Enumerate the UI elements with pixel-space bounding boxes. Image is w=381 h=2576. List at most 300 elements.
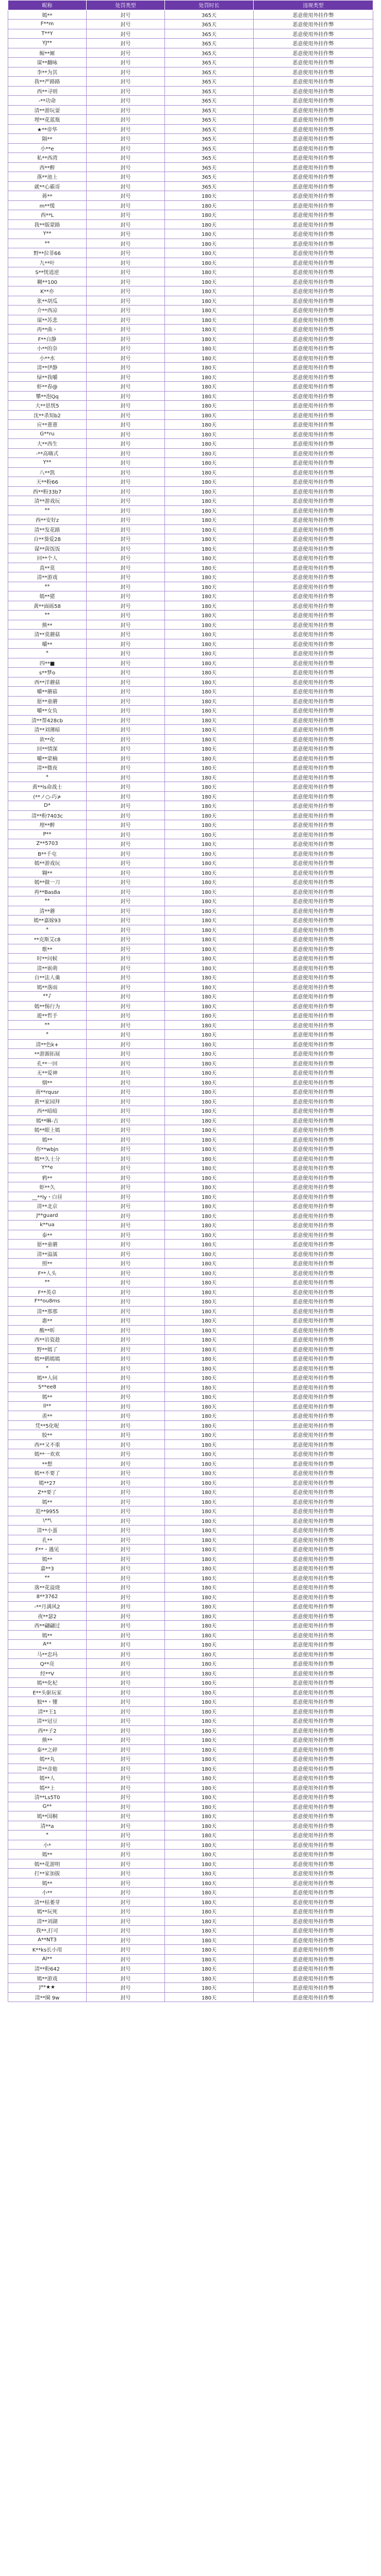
header-nickname: 昵称 bbox=[8, 1, 87, 10]
table-row bbox=[8, 1992, 373, 2002]
penalty-type-cell: 封号 bbox=[87, 105, 165, 115]
penalty-type-cell: 封号 bbox=[87, 1316, 165, 1326]
nickname-cell: s**梦o bbox=[8, 668, 87, 677]
table-row bbox=[8, 849, 373, 858]
table-row bbox=[8, 1725, 373, 1735]
penalty-duration-cell: 180天 bbox=[165, 1201, 254, 1211]
violation-type-cell: 恶意使用外挂作弊 bbox=[254, 1278, 373, 1287]
penalty-duration-cell: 180天 bbox=[165, 1888, 254, 1897]
nickname-cell: 回**情深 bbox=[8, 744, 87, 754]
table-row bbox=[8, 1697, 373, 1707]
penalty-duration-cell: 180天 bbox=[165, 1249, 254, 1259]
nickname-cell: 小* bbox=[8, 1840, 87, 1850]
nickname-cell: J**★★ bbox=[8, 1983, 87, 1993]
penalty-duration-cell: 180天 bbox=[165, 1744, 254, 1754]
table-row bbox=[8, 277, 373, 286]
table-row bbox=[8, 753, 373, 763]
nickname-cell: Al** bbox=[8, 1954, 87, 1964]
penalty-type-cell: 封号 bbox=[87, 1783, 165, 1792]
penalty-type-cell: 封号 bbox=[87, 1744, 165, 1754]
violation-type-cell: 恶意使用外挂作弊 bbox=[254, 29, 373, 39]
nickname-cell: ** bbox=[8, 505, 87, 515]
violation-type-cell: 恶意使用外挂作弊 bbox=[254, 1859, 373, 1869]
violation-type-cell: 恶意使用外挂作弊 bbox=[254, 1106, 373, 1116]
penalty-duration-cell: 180天 bbox=[165, 200, 254, 210]
nickname-cell: 小** bbox=[8, 1888, 87, 1897]
penalty-duration-cell: 180天 bbox=[165, 382, 254, 392]
violation-type-cell: 恶意使用外挂作弊 bbox=[254, 1954, 373, 1964]
table-row bbox=[8, 620, 373, 630]
penalty-duration-cell: 180天 bbox=[165, 372, 254, 382]
penalty-duration-cell: 180天 bbox=[165, 782, 254, 792]
nickname-cell: 嫣** bbox=[8, 1554, 87, 1564]
penalty-duration-cell: 365天 bbox=[165, 96, 254, 106]
nickname-cell: 蒋** bbox=[8, 191, 87, 201]
violation-type-cell: 恶意使用外挂作弊 bbox=[254, 1335, 373, 1345]
penalty-type-cell: 封号 bbox=[87, 39, 165, 48]
penalty-type-cell: 封号 bbox=[87, 791, 165, 801]
penalty-type-cell: 封号 bbox=[87, 1897, 165, 1907]
penalty-duration-cell: 180天 bbox=[165, 1783, 254, 1792]
penalty-type-cell: 封号 bbox=[87, 1802, 165, 1811]
violation-type-cell: 恶意使用外挂作弊 bbox=[254, 1764, 373, 1773]
violation-type-cell: 恶意使用外挂作弊 bbox=[254, 677, 373, 687]
nickname-cell: 清**游戏 bbox=[8, 572, 87, 582]
violation-type-cell: 恶意使用外挂作弊 bbox=[254, 162, 373, 172]
violation-type-cell: 恶意使用外挂作弊 bbox=[254, 925, 373, 935]
penalty-duration-cell: 180天 bbox=[165, 1011, 254, 1021]
violation-type-cell: 恶意使用外挂作弊 bbox=[254, 582, 373, 591]
penalty-type-cell: 封号 bbox=[87, 1125, 165, 1135]
penalty-type-cell: 封号 bbox=[87, 420, 165, 430]
nickname-cell: Z**要了 bbox=[8, 1487, 87, 1497]
nickname-cell: 攀**泡Qq bbox=[8, 391, 87, 401]
penalty-type-cell: 封号 bbox=[87, 458, 165, 468]
violation-type-cell: 恶意使用外挂作弊 bbox=[254, 887, 373, 896]
penalty-duration-cell: 365天 bbox=[165, 153, 254, 163]
table-row bbox=[8, 591, 373, 601]
penalty-type-cell: 封号 bbox=[87, 77, 165, 87]
penalty-type-cell: 封号 bbox=[87, 1201, 165, 1211]
table-row bbox=[8, 105, 373, 115]
table-row bbox=[8, 1392, 373, 1402]
nickname-cell: 嫣** bbox=[8, 10, 87, 20]
penalty-duration-cell: 180天 bbox=[165, 630, 254, 639]
table-row bbox=[8, 467, 373, 477]
penalty-duration-cell: 180天 bbox=[165, 1592, 254, 1602]
penalty-duration-cell: 180天 bbox=[165, 1344, 254, 1354]
penalty-type-cell: 封号 bbox=[87, 58, 165, 67]
penalty-type-cell: 封号 bbox=[87, 611, 165, 620]
table-row bbox=[8, 248, 373, 258]
penalty-duration-cell: 180天 bbox=[165, 1516, 254, 1526]
violation-type-cell: 恶意使用外挂作弊 bbox=[254, 1297, 373, 1307]
table-row bbox=[8, 791, 373, 801]
penalty-duration-cell: 180天 bbox=[165, 1725, 254, 1735]
violation-type-cell: 恶意使用外挂作弊 bbox=[254, 1869, 373, 1878]
penalty-type-cell: 封号 bbox=[87, 353, 165, 363]
penalty-duration-cell: 180天 bbox=[165, 1030, 254, 1040]
nickname-cell: 西**又不重 bbox=[8, 1439, 87, 1449]
penalty-type-cell: 封号 bbox=[87, 1068, 165, 1078]
nickname-cell: 小**的奈 bbox=[8, 344, 87, 353]
violation-type-cell: 恶意使用外挂作弊 bbox=[254, 753, 373, 763]
violation-type-cell: 恶意使用外挂作弊 bbox=[254, 734, 373, 744]
table-row bbox=[8, 1001, 373, 1011]
penalty-type-cell: 封号 bbox=[87, 1087, 165, 1097]
table-row bbox=[8, 572, 373, 582]
violation-type-cell: 恶意使用外挂作弊 bbox=[254, 858, 373, 868]
nickname-cell: G** bbox=[8, 1802, 87, 1811]
penalty-duration-cell: 365天 bbox=[165, 162, 254, 172]
penalty-duration-cell: 365天 bbox=[165, 20, 254, 29]
violation-type-cell: 恶意使用外挂作弊 bbox=[254, 1687, 373, 1697]
table-row bbox=[8, 1573, 373, 1583]
penalty-duration-cell: 180天 bbox=[165, 553, 254, 563]
violation-type-cell: 恶意使用外挂作弊 bbox=[254, 39, 373, 48]
nickname-cell: 沈**杀知b2 bbox=[8, 410, 87, 420]
penalty-duration-cell: 180天 bbox=[165, 277, 254, 286]
penalty-type-cell: 封号 bbox=[87, 1221, 165, 1230]
nickname-cell: E**头驱玩家 bbox=[8, 1687, 87, 1697]
penalty-type-cell: 封号 bbox=[87, 1859, 165, 1869]
table-row bbox=[8, 1640, 373, 1650]
penalty-type-cell: 封号 bbox=[87, 849, 165, 858]
nickname-cell: 四**■ bbox=[8, 658, 87, 668]
violation-type-cell: 恶意使用外挂作弊 bbox=[254, 20, 373, 29]
penalty-duration-cell: 180天 bbox=[165, 715, 254, 725]
penalty-type-cell: 封号 bbox=[87, 753, 165, 763]
violation-type-cell: 恶意使用外挂作弊 bbox=[254, 916, 373, 925]
penalty-duration-cell: 180天 bbox=[165, 1506, 254, 1516]
violation-type-cell: 恶意使用外挂作弊 bbox=[254, 105, 373, 115]
violation-type-cell: 恶意使用外挂作弊 bbox=[254, 611, 373, 620]
penalty-duration-cell: 180天 bbox=[165, 1154, 254, 1163]
penalty-duration-cell: 180天 bbox=[165, 1554, 254, 1564]
violation-type-cell: 恶意使用外挂作弊 bbox=[254, 448, 373, 458]
penalty-duration-cell: 180天 bbox=[165, 1373, 254, 1383]
violation-type-cell: 恶意使用外挂作弊 bbox=[254, 1926, 373, 1936]
penalty-type-cell: 封号 bbox=[87, 1401, 165, 1411]
nickname-cell: 嫣**惕行为 bbox=[8, 1001, 87, 1011]
violation-type-cell: 恶意使用外挂作弊 bbox=[254, 1983, 373, 1993]
violation-type-cell: 恶意使用外挂作弊 bbox=[254, 649, 373, 658]
penalty-type-cell: 封号 bbox=[87, 10, 165, 20]
table-row bbox=[8, 1201, 373, 1211]
table-row bbox=[8, 1487, 373, 1497]
nickname-cell: 清**枯萎芽 bbox=[8, 1897, 87, 1907]
violation-type-cell: 恶意使用外挂作弊 bbox=[254, 1564, 373, 1573]
table-row bbox=[8, 1039, 373, 1049]
penalty-type-cell: 封号 bbox=[87, 896, 165, 906]
penalty-type-cell: 封号 bbox=[87, 143, 165, 153]
nickname-cell: J**guard bbox=[8, 1211, 87, 1221]
table-row bbox=[8, 258, 373, 267]
nickname-cell: 自**法人羹 bbox=[8, 973, 87, 982]
nickname-cell: 嘉**3 bbox=[8, 1564, 87, 1573]
table-row bbox=[8, 1049, 373, 1059]
penalty-type-cell: 封号 bbox=[87, 1916, 165, 1926]
violation-type-cell: 恶意使用外挂作弊 bbox=[254, 1792, 373, 1802]
table-row bbox=[8, 906, 373, 916]
penalty-type-cell: 封号 bbox=[87, 229, 165, 239]
penalty-type-cell: 封号 bbox=[87, 1154, 165, 1163]
violation-type-cell: 恶意使用外挂作弊 bbox=[254, 992, 373, 1002]
table-row bbox=[8, 134, 373, 144]
table-row bbox=[8, 563, 373, 572]
violation-type-cell: 恶意使用外挂作弊 bbox=[254, 1735, 373, 1745]
table-row bbox=[8, 1144, 373, 1154]
penalty-type-cell: 封号 bbox=[87, 1144, 165, 1154]
penalty-duration-cell: 180天 bbox=[165, 1564, 254, 1573]
table-row bbox=[8, 1297, 373, 1307]
penalty-duration-cell: 180天 bbox=[165, 696, 254, 706]
nickname-cell: 嫣** bbox=[8, 1134, 87, 1144]
penalty-type-cell: 封号 bbox=[87, 391, 165, 401]
table-row bbox=[8, 1706, 373, 1716]
violation-type-cell: 恶意使用外挂作弊 bbox=[254, 639, 373, 649]
nickname-cell: 李**为其 bbox=[8, 67, 87, 77]
penalty-type-cell: 封号 bbox=[87, 296, 165, 306]
penalty-type-cell: 封号 bbox=[87, 582, 165, 591]
table-row bbox=[8, 1744, 373, 1754]
penalty-duration-cell: 180天 bbox=[165, 1754, 254, 1764]
nickname-cell: Q**亮 bbox=[8, 1659, 87, 1669]
violation-type-cell: 恶意使用外挂作弊 bbox=[254, 896, 373, 906]
penalty-type-cell: 封号 bbox=[87, 1392, 165, 1402]
nickname-cell: 张**胡瓜 bbox=[8, 296, 87, 306]
penalty-duration-cell: 365天 bbox=[165, 29, 254, 39]
table-row bbox=[8, 1106, 373, 1116]
penalty-duration-cell: 180天 bbox=[165, 1583, 254, 1592]
violation-type-cell: 恶意使用外挂作弊 bbox=[254, 1831, 373, 1840]
penalty-type-cell: 封号 bbox=[87, 1506, 165, 1516]
violation-type-cell: 恶意使用外挂作弊 bbox=[254, 48, 373, 58]
penalty-type-cell: 封号 bbox=[87, 935, 165, 944]
penalty-type-cell: 封号 bbox=[87, 1926, 165, 1936]
violation-type-cell: 恶意使用外挂作弊 bbox=[254, 524, 373, 534]
violation-type-cell: 恶意使用外挂作弊 bbox=[254, 1125, 373, 1135]
nickname-cell: 清**Ls5T0 bbox=[8, 1792, 87, 1802]
violation-type-cell: 恶意使用外挂作弊 bbox=[254, 658, 373, 668]
table-row bbox=[8, 1459, 373, 1468]
table-row bbox=[8, 1678, 373, 1688]
table-row bbox=[8, 935, 373, 944]
violation-type-cell: 恶意使用外挂作弊 bbox=[254, 1240, 373, 1249]
penalty-duration-cell: 180天 bbox=[165, 1068, 254, 1078]
table-row bbox=[8, 29, 373, 39]
penalty-type-cell: 封号 bbox=[87, 239, 165, 248]
nickname-cell: 欲**化 bbox=[8, 734, 87, 744]
nickname-cell: 清**刘湖 bbox=[8, 1916, 87, 1926]
table-row bbox=[8, 391, 373, 401]
penalty-duration-cell: 180天 bbox=[165, 1468, 254, 1478]
table-row bbox=[8, 630, 373, 639]
penalty-type-cell: 封号 bbox=[87, 839, 165, 849]
nickname-cell: 嫣**上 bbox=[8, 1783, 87, 1792]
penalty-type-cell: 封号 bbox=[87, 1058, 165, 1068]
penalty-type-cell: 封号 bbox=[87, 868, 165, 877]
penalty-type-cell: 封号 bbox=[87, 1697, 165, 1707]
violation-type-cell: 恶意使用外挂作弊 bbox=[254, 1230, 373, 1240]
table-row bbox=[8, 1077, 373, 1087]
penalty-type-cell: 封号 bbox=[87, 1163, 165, 1173]
table-row bbox=[8, 372, 373, 382]
table-row bbox=[8, 1439, 373, 1449]
penalty-type-cell: 封号 bbox=[87, 1545, 165, 1554]
penalty-duration-cell: 180天 bbox=[165, 753, 254, 763]
table-row bbox=[8, 582, 373, 591]
violation-type-cell: 恶意使用外挂作弊 bbox=[254, 505, 373, 515]
nickname-cell: 泰** bbox=[8, 1230, 87, 1240]
nickname-cell: **游源拓展 bbox=[8, 1049, 87, 1059]
nickname-cell: ll** bbox=[8, 1401, 87, 1411]
violation-type-cell: 恶意使用外挂作弊 bbox=[254, 1878, 373, 1888]
penalty-duration-cell: 180天 bbox=[165, 1878, 254, 1888]
violation-type-cell: 恶意使用外挂作弊 bbox=[254, 982, 373, 992]
violation-type-cell: 恶意使用外挂作弊 bbox=[254, 219, 373, 229]
table-row bbox=[8, 668, 373, 677]
penalty-duration-cell: 180天 bbox=[165, 658, 254, 668]
nickname-cell: 我**严路路 bbox=[8, 77, 87, 87]
penalty-duration-cell: 180天 bbox=[165, 1811, 254, 1821]
nickname-cell: 野**拉菲66 bbox=[8, 248, 87, 258]
violation-type-cell: 恶意使用外挂作弊 bbox=[254, 744, 373, 754]
table-row bbox=[8, 524, 373, 534]
violation-type-cell: 恶意使用外挂作弊 bbox=[254, 1173, 373, 1182]
penalty-type-cell: 封号 bbox=[87, 572, 165, 582]
penalty-type-cell: 封号 bbox=[87, 1382, 165, 1392]
table-row bbox=[8, 877, 373, 887]
violation-type-cell: 恶意使用外挂作弊 bbox=[254, 1621, 373, 1631]
violation-type-cell: 恶意使用外挂作弊 bbox=[254, 1602, 373, 1612]
table-row bbox=[8, 649, 373, 658]
penalty-type-cell: 封号 bbox=[87, 782, 165, 792]
nickname-cell: 嫣**嘉嫁93 bbox=[8, 916, 87, 925]
nickname-cell: 照** bbox=[8, 1259, 87, 1268]
violation-type-cell: 恶意使用外挂作弊 bbox=[254, 1115, 373, 1125]
violation-type-cell: 恶意使用外挂作弊 bbox=[254, 1916, 373, 1926]
violation-type-cell: 恶意使用外挂作弊 bbox=[254, 77, 373, 87]
nickname-cell: 介**西凉 bbox=[8, 306, 87, 315]
penalty-type-cell: 封号 bbox=[87, 1306, 165, 1316]
table-row bbox=[8, 992, 373, 1002]
penalty-type-cell: 封号 bbox=[87, 1716, 165, 1726]
penalty-type-cell: 封号 bbox=[87, 1983, 165, 1993]
nickname-cell: 嫣**落雨 bbox=[8, 982, 87, 992]
nickname-cell: F**m bbox=[8, 20, 87, 29]
violation-type-cell: 恶意使用外挂作弊 bbox=[254, 67, 373, 77]
penalty-duration-cell: 180天 bbox=[165, 1278, 254, 1287]
table-row bbox=[8, 677, 373, 687]
penalty-duration-cell: 180天 bbox=[165, 1392, 254, 1402]
penalty-type-cell: 封号 bbox=[87, 477, 165, 487]
penalty-duration-cell: 180天 bbox=[165, 467, 254, 477]
nickname-cell: 泰**之碎 bbox=[8, 1744, 87, 1754]
penalty-duration-cell: 180天 bbox=[165, 1992, 254, 2002]
penalty-type-cell: 封号 bbox=[87, 1564, 165, 1573]
penalty-type-cell: 封号 bbox=[87, 1211, 165, 1221]
table-row bbox=[8, 772, 373, 782]
table-row bbox=[8, 1287, 373, 1297]
penalty-duration-cell: 180天 bbox=[165, 1859, 254, 1869]
penalty-duration-cell: 180天 bbox=[165, 1526, 254, 1535]
nickname-cell: 西**子2 bbox=[8, 1725, 87, 1735]
table-row bbox=[8, 1649, 373, 1659]
violation-type-cell: 恶意使用外挂作弊 bbox=[254, 143, 373, 153]
penalty-type-cell: 封号 bbox=[87, 334, 165, 344]
penalty-duration-cell: 180天 bbox=[165, 1602, 254, 1612]
nickname-cell: 翱** bbox=[8, 868, 87, 877]
violation-type-cell: 恶意使用外挂作弊 bbox=[254, 267, 373, 277]
penalty-type-cell: 封号 bbox=[87, 48, 165, 58]
violation-type-cell: 恶意使用外挂作弊 bbox=[254, 630, 373, 639]
violation-type-cell: 恶意使用外挂作弊 bbox=[254, 935, 373, 944]
penalty-duration-cell: 180天 bbox=[165, 448, 254, 458]
nickname-cell: 清**嵌萌 bbox=[8, 963, 87, 973]
penalty-duration-cell: 180天 bbox=[165, 258, 254, 267]
table-row bbox=[8, 982, 373, 992]
violation-type-cell: 恶意使用外挂作弊 bbox=[254, 1154, 373, 1163]
violation-type-cell: 恶意使用外挂作弊 bbox=[254, 420, 373, 430]
violation-type-cell: 恶意使用外挂作弊 bbox=[254, 1802, 373, 1811]
violation-type-cell: 恶意使用外挂作弊 bbox=[254, 1392, 373, 1402]
nickname-cell: 再**Bas8a bbox=[8, 887, 87, 896]
violation-type-cell: 恶意使用外挂作弊 bbox=[254, 1706, 373, 1716]
table-row bbox=[8, 544, 373, 553]
table-body bbox=[8, 10, 373, 2002]
penalty-duration-cell: 180天 bbox=[165, 1764, 254, 1773]
table-row bbox=[8, 944, 373, 954]
violation-type-cell: 恶意使用外挂作弊 bbox=[254, 191, 373, 201]
table-row bbox=[8, 1888, 373, 1897]
table-row bbox=[8, 706, 373, 716]
violation-type-cell: 恶意使用外挂作弊 bbox=[254, 1058, 373, 1068]
penalty-duration-cell: 180天 bbox=[165, 515, 254, 525]
nickname-cell: 黄**ls命战士 bbox=[8, 782, 87, 792]
penalty-type-cell: 封号 bbox=[87, 1411, 165, 1421]
nickname-cell: Y** bbox=[8, 458, 87, 468]
penalty-type-cell: 封号 bbox=[87, 344, 165, 353]
table-row bbox=[8, 916, 373, 925]
violation-type-cell: 恶意使用外挂作弊 bbox=[254, 763, 373, 773]
nickname-cell: 烟** bbox=[8, 1077, 87, 1087]
violation-type-cell: 恶意使用外挂作弊 bbox=[254, 1201, 373, 1211]
nickname-cell: 清**微夜 bbox=[8, 763, 87, 773]
violation-type-cell: 恶意使用外挂作弊 bbox=[254, 1039, 373, 1049]
violation-type-cell: 恶意使用外挂作弊 bbox=[254, 1716, 373, 1726]
nickname-cell: 埋**醉 bbox=[8, 820, 87, 830]
table-row bbox=[8, 1630, 373, 1640]
penalty-type-cell: 封号 bbox=[87, 658, 165, 668]
penalty-type-cell: 封号 bbox=[87, 248, 165, 258]
penalty-duration-cell: 180天 bbox=[165, 868, 254, 877]
penalty-duration-cell: 180天 bbox=[165, 1545, 254, 1554]
nickname-cell: 胶** bbox=[8, 1430, 87, 1440]
penalty-duration-cell: 180天 bbox=[165, 1869, 254, 1878]
penalty-duration-cell: 365天 bbox=[165, 172, 254, 182]
penalty-type-cell: 封号 bbox=[87, 210, 165, 220]
penalty-type-cell: 封号 bbox=[87, 973, 165, 982]
violation-type-cell: 恶意使用外挂作弊 bbox=[254, 134, 373, 144]
violation-type-cell: 恶意使用外挂作弊 bbox=[254, 1888, 373, 1897]
penalty-duration-cell: 180天 bbox=[165, 1020, 254, 1030]
penalty-type-cell: 封号 bbox=[87, 1831, 165, 1840]
penalty-duration-cell: 180天 bbox=[165, 944, 254, 954]
nickname-cell: 九**叶 bbox=[8, 258, 87, 267]
nickname-cell: 再**曲・ bbox=[8, 325, 87, 334]
violation-type-cell: 恶意使用外挂作弊 bbox=[254, 1259, 373, 1268]
